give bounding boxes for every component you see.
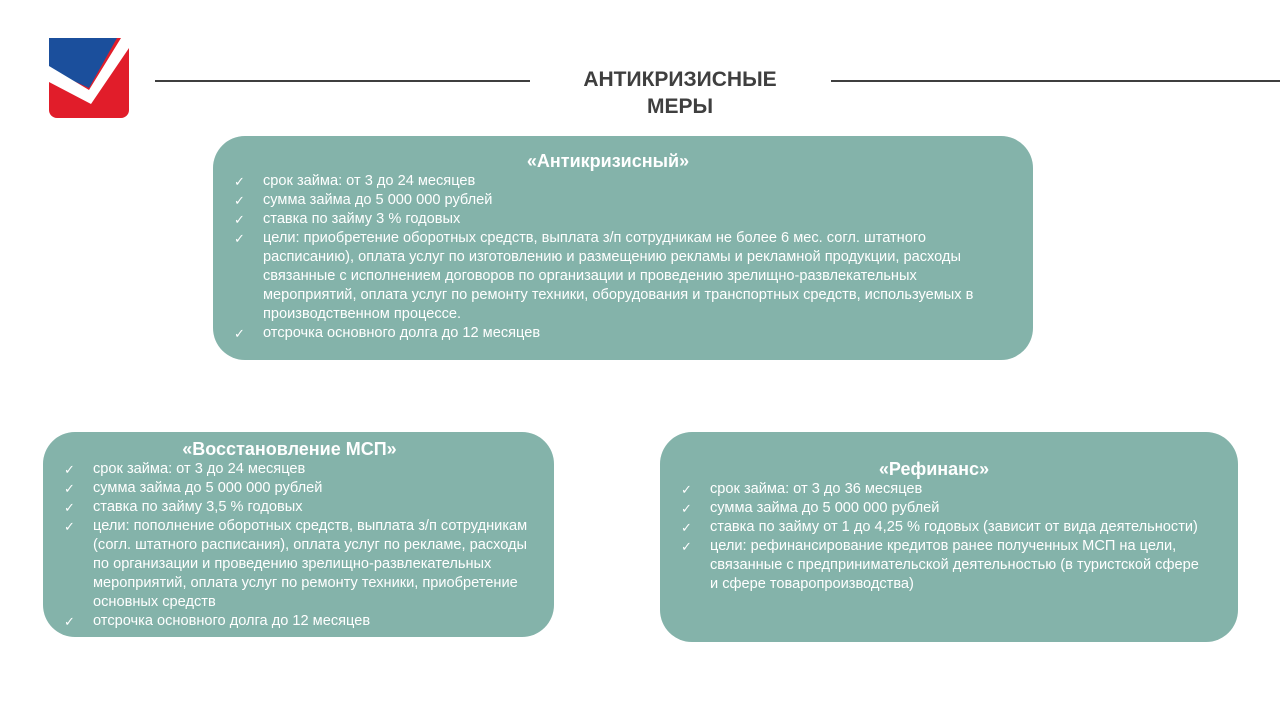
list-item: ✓ ставка по займу 3,5 % годовых [64,499,303,515]
card-title: «Рефинанс» [878,459,990,479]
check-icon: ✓ [64,500,75,515]
list-item: ✓ сумма займа до 5 000 000 рублей [64,480,323,496]
card-refinance [660,432,1238,642]
list-item: ✓ сумма займа до 5 000 000 рублей [681,500,940,516]
card-msp-recovery [43,432,554,637]
check-icon: ✓ [681,501,692,516]
list-item: ✓ срок займа: от 3 до 36 месяцев [681,481,923,497]
card-title: «Антикризисный» [526,151,690,171]
check-icon: ✓ [681,482,692,497]
check-icon: ✓ [234,231,245,246]
title-rule-left [155,80,530,82]
check-icon: ✓ [64,519,75,534]
check-icon: ✓ [681,539,692,554]
check-icon: ✓ [64,481,75,496]
list-item: ✓ ставка по займу от 1 до 4,25 % годовых (зависит от вида деятельности) [681,519,1198,535]
title-rule-right [831,80,1280,82]
check-icon: ✓ [681,520,692,535]
check-icon: ✓ [64,614,75,629]
card-list [660,480,1208,594]
title-line-1: АНТИКРИЗИСНЫЕ [583,68,777,91]
check-icon: ✓ [64,462,75,477]
list-item: ✓ цели: рефинансирование кредитов ранее полученных МСП на цели, связанные с предпринимательской деятельностью (в туристской сфере и сфере товаропроизводства) [681,538,1199,592]
check-icon: ✓ [234,174,245,189]
check-icon: ✓ [234,193,245,208]
list-item: ✓ цели: пополнение оборотных средств, выплата з/п сотрудникам (согл. штатного расписания), оплата услуг по рекламе, расходы по организации и проведению зрелищно-развлекательных мероприятий, оплата услуг по ремонту техники, приобретение основных средств [64,518,528,610]
check-icon: ✓ [234,326,245,341]
list-item: ✓ сумма займа до 5 000 000 рублей [234,192,493,208]
card-list [43,460,536,631]
card-anticrisis [213,136,1033,360]
list-item: ✓ отсрочка основного долга до 12 месяцев [234,325,541,341]
list-item: ✓ отсрочка основного долга до 12 месяцев [64,613,371,629]
list-item: ✓ ставка по займу 3 % годовых [234,211,461,227]
title-line-2: МЕРЫ [646,95,714,118]
list-item: ✓ цели: приобретение оборотных средств, выплата з/п сотрудникам не более 6 мес. согл. штатного расписанию), оплата услуг по изготовлению и размещению рекламы и рекламной продукции, расходы связанные с исполнением договоров по организации и проведению зрелищно-развлекательных мероприятий, оплата услуг по ремонту техники, оборудования и транспортных средств, используемых в производственном процессе. [234,230,974,322]
list-item: ✓ срок займа: от 3 до 24 месяцев [234,173,476,189]
card-title: «Восстановление МСП» [182,439,397,459]
page-title [540,66,820,120]
card-list [213,172,1003,343]
logo-checkmark-icon [49,38,129,118]
list-item: ✓ срок займа: от 3 до 24 месяцев [64,461,306,477]
check-icon: ✓ [234,212,245,227]
